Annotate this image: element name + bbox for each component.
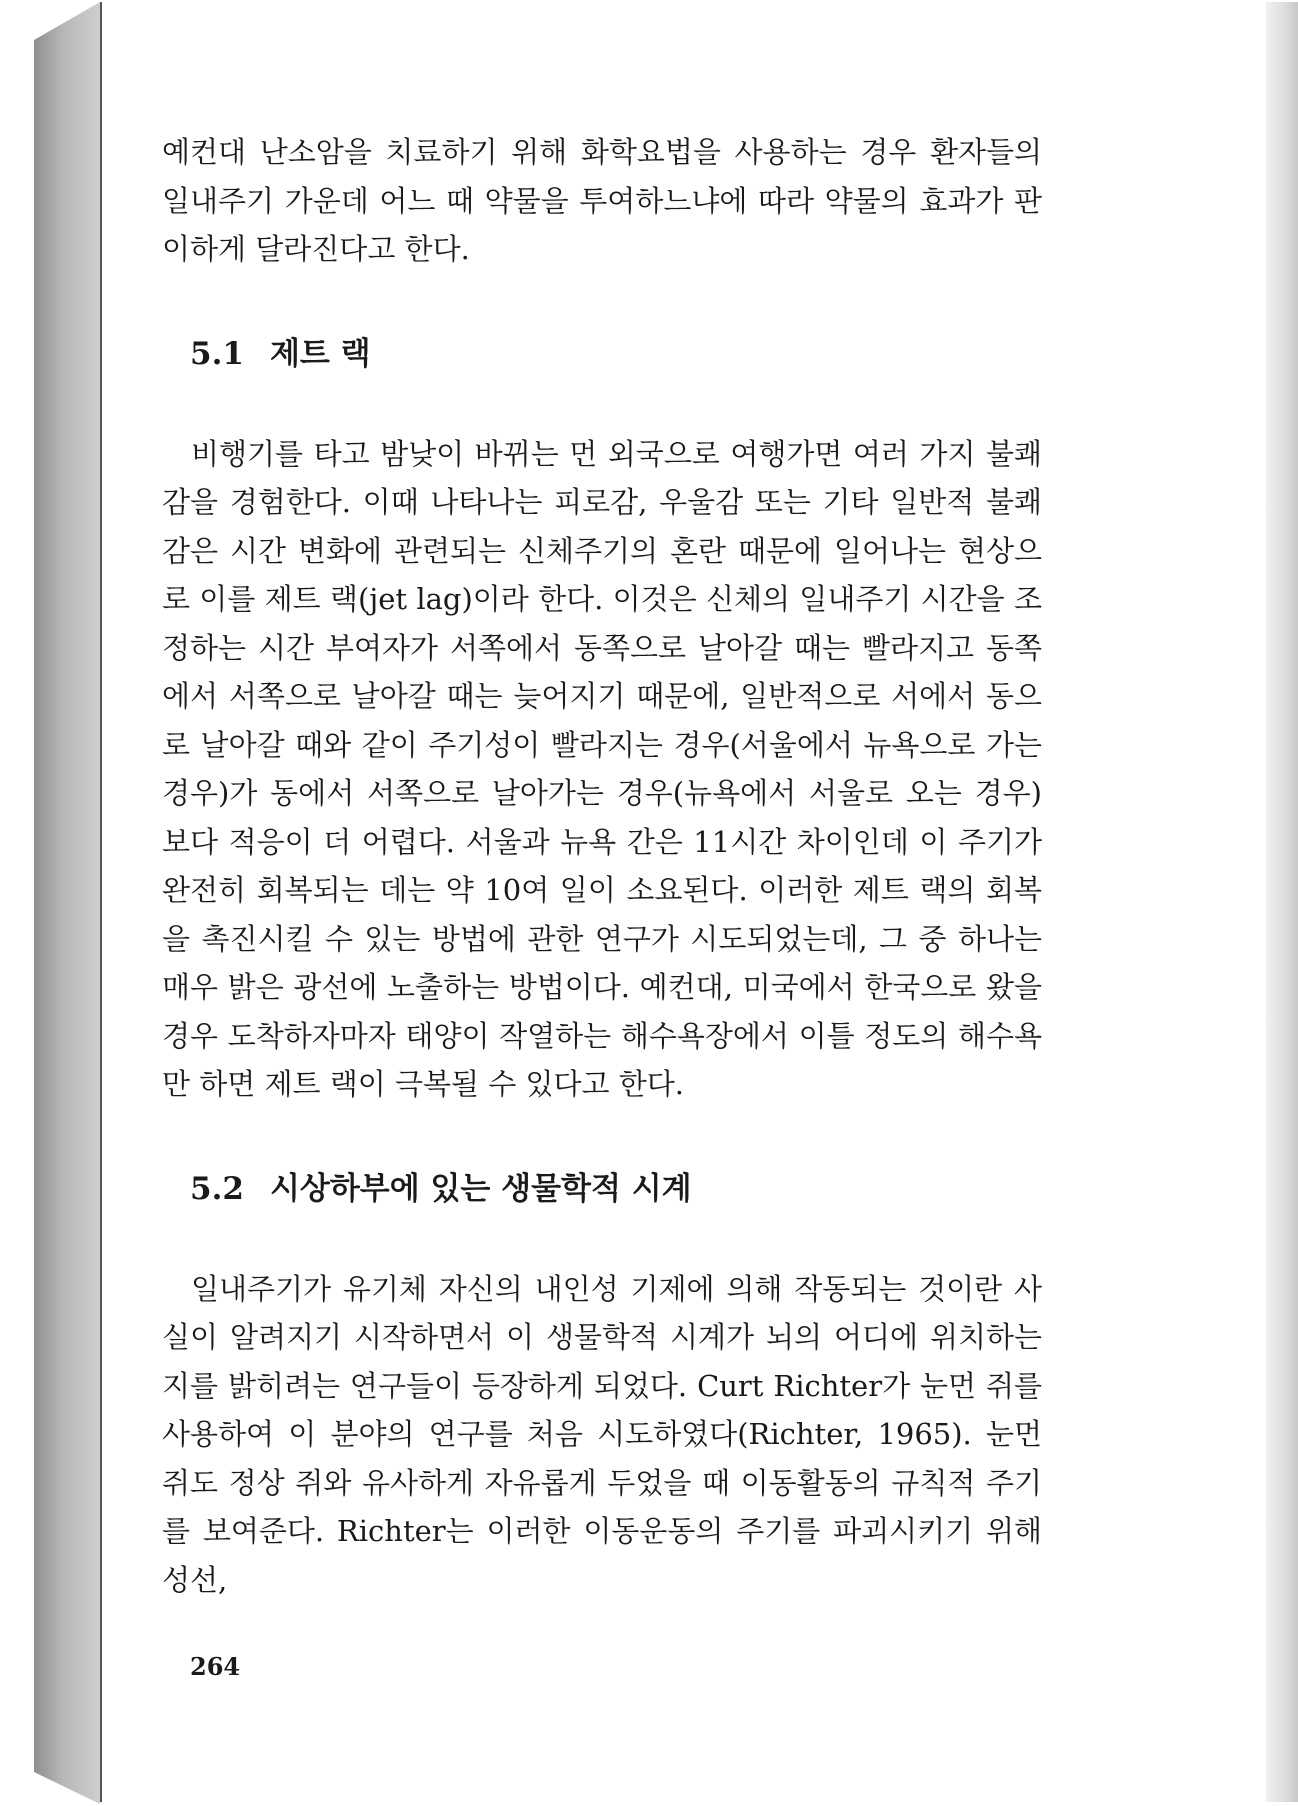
section-number: 5.1 [190,335,244,372]
section-heading-5-1 [162,330,1042,378]
page-body [162,128,1042,1604]
intro-paragraph: 예컨대 난소암을 치료하기 위해 화학요법을 사용하는 경우 환자들의 일내주기 가운데 어느 때 약물을 투여하느냐에 따라 약물의 효과가 판이하게 달라진다고 한다. [162,135,1042,266]
section-title: 시상하부에 있는 생물학적 시계 [269,1170,692,1207]
book-spine [34,2,100,1804]
section-title: 제트 랙 [269,335,371,372]
section-number: 5.2 [190,1170,244,1207]
page-edge [1266,2,1298,1802]
page-number: 264 [190,1652,241,1681]
section-heading-5-2 [162,1165,1042,1213]
section-5-2-paragraph: 일내주기가 유기체 자신의 내인성 기제에 의해 작동되는 것이란 사실이 알려지기 시작하면서 이 생물학적 시계가 뇌의 어디에 위치하는지를 밝히려는 연구들이 등장하게 되었다. Curt Richter가 눈먼 쥐를 사용하여 이 분야의 연구를 처음 시도하였다(Richter, 1965). 눈먼 쥐도 정상 쥐와 유사하게 자유롭게 두었을 때 이동활동의 규칙적 주기를 보여준다. Richter는 이러한 이동운동의 주기를 파괴시키기 위해 성선, [162,1271,1042,1597]
section-5-1-paragraph: 비행기를 타고 밤낮이 바뀌는 먼 외국으로 여행가면 여러 가지 불쾌감을 경험한다. 이때 나타나는 피로감, 우울감 또는 기타 일반적 불쾌감은 시간 변화에 관련되는 신체주기의 혼란 때문에 일어나는 현상으로 이를 제트 랙(jet lag)이라 한다. 이것은 신체의 일내주기 시간을 조정하는 시간 부여자가 서쪽에서 동쪽으로 날아갈 때는 빨라지고 동쪽에서 서쪽으로 날아갈 때는 늦어지기 때문에, 일반적으로 서에서 동으로 날아갈 때와 같이 주기성이 빨라지는 경우(서울에서 뉴욕으로 가는 경우)가 동에서 서쪽으로 날아가는 경우(뉴욕에서 서울로 오는 경우)보다 적응이 더 어렵다. 서울과 뉴욕 간은 11시간 차이인데 이 주기가 완전히 회복되는 데는 약 10여 일이 소요된다. 이러한 제트 랙의 회복을 촉진시킬 수 있는 방법에 관한 연구가 시도되었는데, 그 중 하나는 매우 밝은 광선에 노출하는 방법이다. 예컨대, 미국에서 한국으로 왔을 경우 도착하자마자 태양이 작열하는 해수욕장에서 이틀 정도의 해수욕만 하면 제트 랙이 극복될 수 있다고 한다. [162,436,1042,1101]
